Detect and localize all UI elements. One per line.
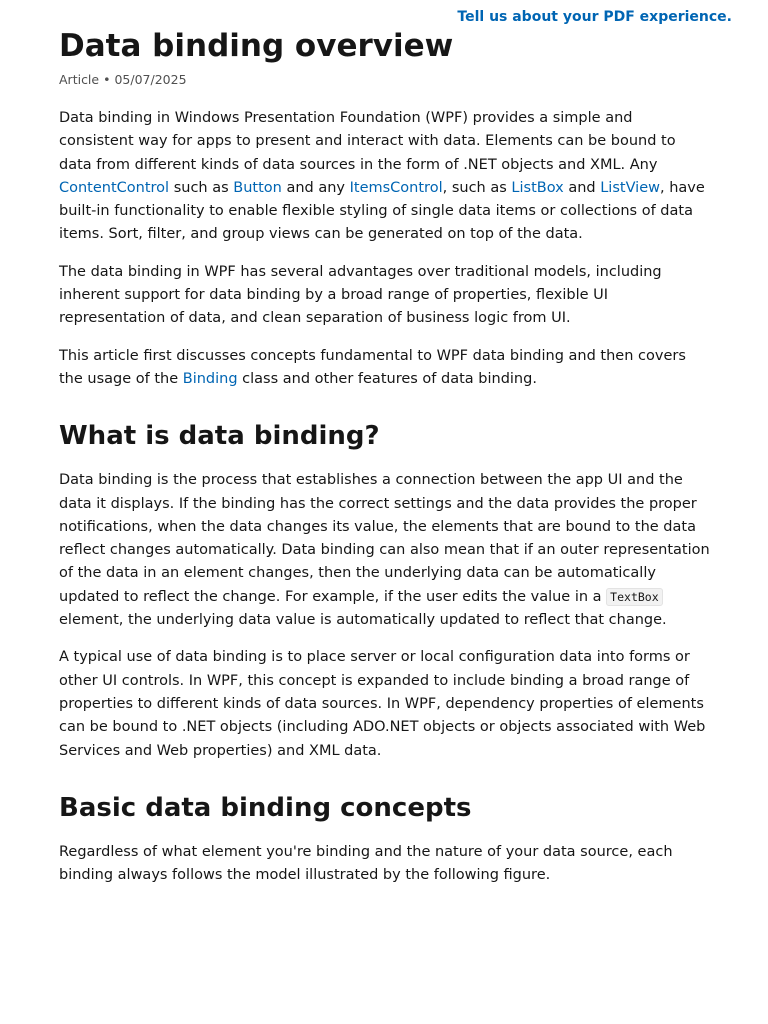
text-run: Data binding is the process that establishes a connection between the app UI and the data it displays. If the binding has the correct settings and the data provides the proper notifications, when the data changes its value, the elements that are bound to the data reflect changes automatically. Data binding can also mean that if an outer representation of the data in an element changes, then the underlying data can be automatically updated to reflect the change. For example, if the user edits the value in a [59, 472, 710, 605]
intro-paragraph-1 [59, 107, 711, 247]
text-run: and [563, 179, 601, 196]
link-itemscontrol[interactable]: ItemsControl [349, 179, 443, 196]
intro-paragraph-2: The data binding in WPF has several advantages over traditional models, including inherent support for data binding by a broad range of properties, flexible UI representation of data, and clean separation of business logic from UI. [59, 263, 662, 327]
what-paragraph-1 [59, 469, 711, 632]
text-run: Data binding in Windows Presentation Foundation (WPF) provides a simple and consistent way for apps to present and interact with data. Elements can be bound to data from different kinds of data sources in the form of .NET objects and XML. Any [59, 110, 676, 173]
article-meta [59, 71, 711, 89]
text-run: This article first discusses concepts fundamental to WPF data binding and then covers the usage of the [59, 347, 686, 387]
pdf-feedback-link[interactable]: Tell us about your PDF experience. [457, 9, 732, 25]
link-binding[interactable]: Binding [182, 370, 238, 387]
article-type: Article [59, 72, 100, 87]
what-paragraph-2: A typical use of data binding is to place server or local configuration data into forms or other UI controls. In WPF, this concept is expanded to include binding a broad range of properties to different kinds of data sources. In WPF, dependency properties of elements can be bound to .NET objects (including ADO.NET objects or objects associated with Web Services and Web properties) and XML data. [59, 649, 706, 759]
link-listbox[interactable]: ListBox [511, 179, 564, 196]
link-button[interactable]: Button [233, 179, 282, 196]
text-run: class and other features of data binding. [237, 370, 537, 387]
basic-paragraph-1: Regardless of what element you're binding and the nature of your data source, each binding always follows the model illustrated by the following figure. [59, 843, 673, 884]
text-run: and any [281, 179, 350, 196]
text-run: such as [169, 179, 234, 196]
article-content [59, 24, 711, 887]
link-listview[interactable]: ListView [600, 179, 660, 196]
link-contentcontrol[interactable]: ContentControl [59, 179, 170, 196]
heading-what-is-data-binding: What is data binding? [59, 421, 380, 452]
heading-basic-concepts: Basic data binding concepts [59, 792, 472, 823]
code-textbox: TextBox [606, 588, 662, 606]
text-run: , such as [442, 179, 512, 196]
intro-paragraph-3 [59, 345, 711, 392]
text-run: , have built-in functionality to enable flexible styling of single data items or collections of data items. Sort, filter, and group views can be generated on top of the data. [59, 179, 705, 243]
article-date: 05/07/2025 [114, 72, 187, 87]
meta-separator: • [103, 72, 111, 87]
text-run: element, the underlying data value is automatically updated to reflect that change. [59, 612, 667, 629]
page-title: Data binding overview [59, 28, 454, 64]
